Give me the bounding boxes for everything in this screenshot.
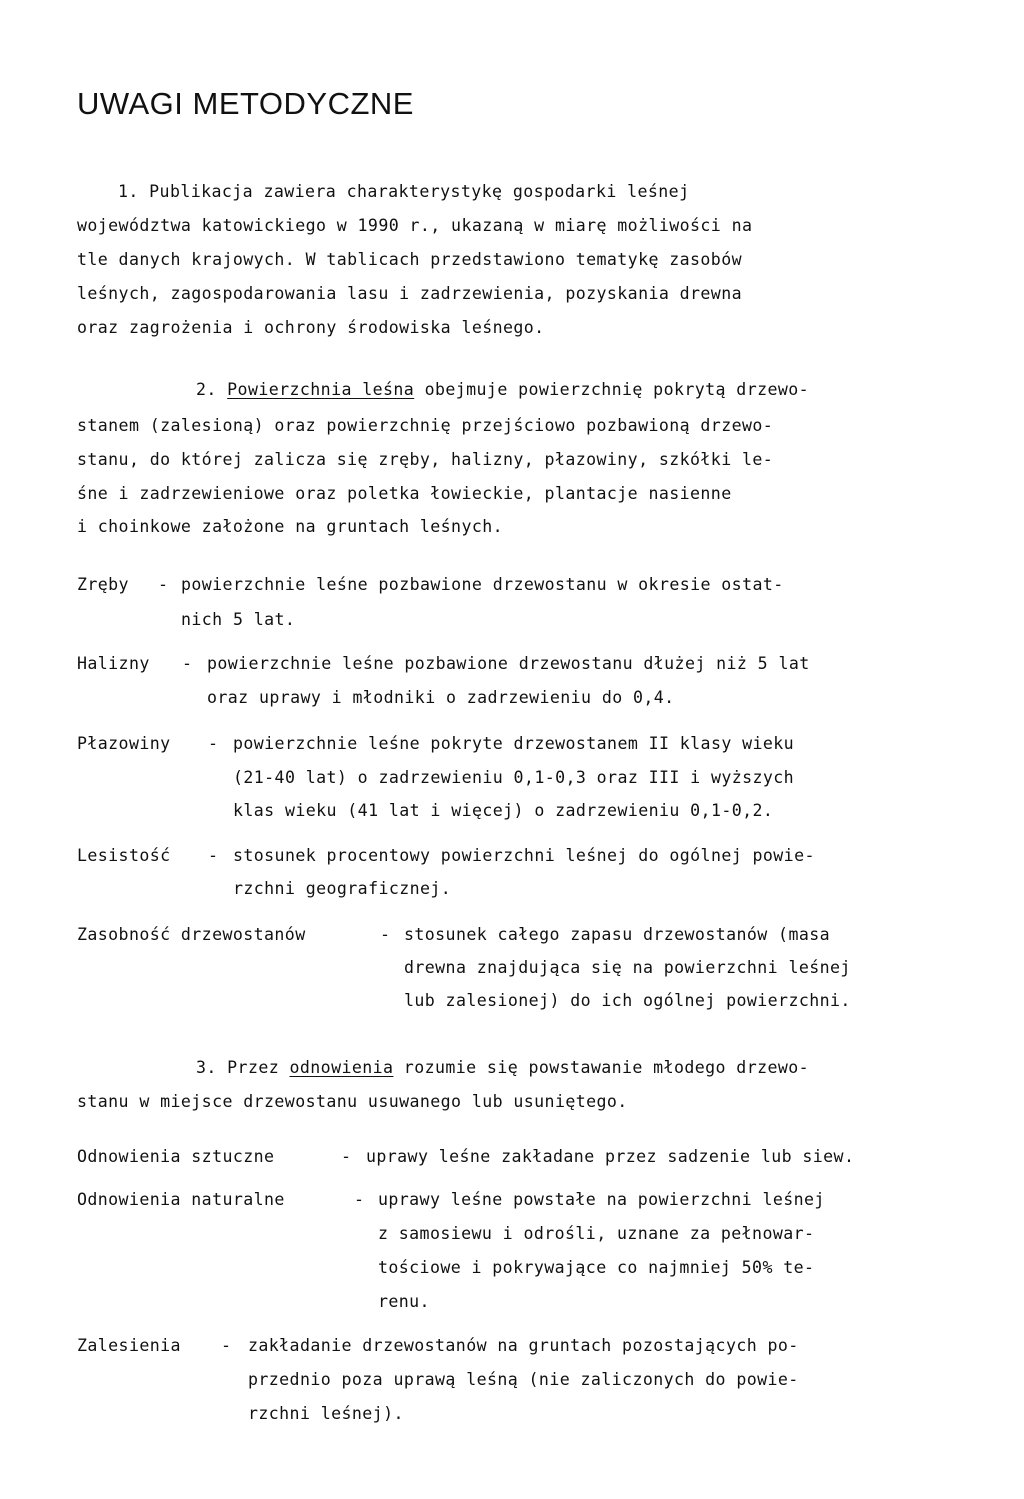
p3-line-1-rest: rozumie się powstawanie młodego drzewo-	[393, 1058, 810, 1077]
def-lesistosc-dash: -	[208, 846, 219, 865]
p2-line-4: śne i zadrzewieniowe oraz poletka łowieckie, plantacje nasienne	[77, 484, 732, 503]
p1-line-3: tle danych krajowych. W tablicach przedstawiono tematykę zasobów	[77, 250, 742, 269]
p2-line-5: i choinkowe założone na gruntach leśnych.	[77, 517, 504, 536]
def-zasobnosc-line-2: drewna znajdująca się na powierzchni leśnej	[404, 958, 851, 977]
p2-line-2: stanem (zalesioną) oraz powierzchnię przejściowo pozbawioną drzewo-	[77, 416, 774, 435]
def-zreby-dash: -	[158, 575, 169, 594]
def-zreby-line-1: powierzchnie leśne pozbawione drzewostanu w okresie ostat-	[181, 575, 784, 594]
def-naturalne-line-3: tościowe i pokrywające co najmniej 50% te-	[378, 1258, 815, 1277]
def-halizny-line-1: powierzchnie leśne pozbawione drzewostanu dłużej niż 5 lat	[207, 654, 810, 673]
def-zreby-term: Zręby	[77, 575, 129, 594]
def-sztuczne-term: Odnowienia sztuczne	[77, 1147, 275, 1166]
def-zalesienia-line-3: rzchni leśnej).	[248, 1404, 404, 1423]
def-naturalne-line-2: z samosiewu i odrośli, uznane za pełnowar-	[378, 1224, 815, 1243]
def-naturalne-term: Odnowienia naturalne	[77, 1190, 285, 1209]
p2-line-1	[196, 380, 809, 400]
def-plazowiny-dash: -	[208, 734, 219, 753]
def-lesistosc-term: Lesistość	[77, 846, 171, 865]
def-plazowiny-line-3: klas wieku (41 lat i więcej) o zadrzewieniu 0,1-0,2.	[233, 801, 774, 820]
p2-number: 2.	[196, 380, 228, 399]
def-zreby-line-2: nich 5 lat.	[181, 610, 296, 629]
p1-line-5: oraz zagrożenia i ochrony środowiska leśnego.	[77, 318, 545, 337]
p3-line-1	[196, 1058, 809, 1078]
def-halizny-line-2: oraz uprawy i młodniki o zadrzewieniu do 0,4.	[207, 688, 675, 707]
def-lesistosc-line-2: rzchni geograficznej.	[233, 879, 452, 898]
p3-term: odnowienia	[289, 1058, 394, 1077]
def-halizny-term: Halizny	[77, 654, 150, 673]
page-title: UWAGI METODYCZNE	[77, 86, 414, 121]
def-sztuczne-line-1: uprawy leśne zakładane przez sadzenie lub siew.	[366, 1147, 855, 1166]
def-lesistosc-line-1: stosunek procentowy powierzchni leśnej do ogólnej powie-	[233, 846, 815, 865]
p1-line-4: leśnych, zagospodarowania lasu i zadrzewienia, pozyskania drewna	[77, 284, 742, 303]
def-zasobnosc-line-3: lub zalesionej) do ich ogólnej powierzchni.	[404, 991, 851, 1010]
def-zalesienia-term: Zalesienia	[77, 1336, 181, 1355]
p2-line-3: stanu, do której zalicza się zręby, halizny, płazowiny, szkółki le-	[77, 450, 774, 469]
def-plazowiny-line-1: powierzchnie leśne pokryte drzewostanem II klasy wieku	[233, 734, 795, 753]
def-plazowiny-term: Płazowiny	[77, 734, 171, 753]
def-zasobnosc-term: Zasobność drzewostanów	[77, 925, 306, 944]
def-zasobnosc-line-1: stosunek całego zapasu drzewostanów (masa	[404, 925, 831, 944]
def-naturalne-line-4: renu.	[378, 1292, 430, 1311]
def-zalesienia-line-1: zakładanie drzewostanów na gruntach pozostających po-	[248, 1336, 799, 1355]
p2-line-1-rest: obejmuje powierzchnię pokrytą drzewo-	[414, 380, 810, 399]
def-plazowiny-line-2: (21-40 lat) o zadrzewieniu 0,1-0,3 oraz III i wyższych	[233, 768, 795, 787]
def-zasobnosc-dash: -	[380, 925, 391, 944]
p3-line-2: stanu w miejsce drzewostanu usuwanego lub usuniętego.	[77, 1092, 628, 1111]
def-halizny-dash: -	[182, 654, 193, 673]
def-naturalne-line-1: uprawy leśne powstałe na powierzchni leśnej	[378, 1190, 825, 1209]
def-naturalne-dash: -	[354, 1190, 365, 1209]
def-sztuczne-dash: -	[341, 1147, 352, 1166]
p1-line-2: województwa katowickiego w 1990 r., ukazaną w miarę możliwości na	[77, 216, 753, 235]
p3-prefix: 3. Przez	[196, 1058, 290, 1077]
def-zalesienia-dash: -	[221, 1336, 232, 1355]
p1-line-1: 1. Publikacja zawiera charakterystykę gospodarki leśnej	[118, 182, 690, 201]
def-zalesienia-line-2: przednio poza uprawą leśną (nie zaliczonych do powie-	[248, 1370, 799, 1389]
p2-term: Powierzchnia leśna	[227, 380, 415, 399]
